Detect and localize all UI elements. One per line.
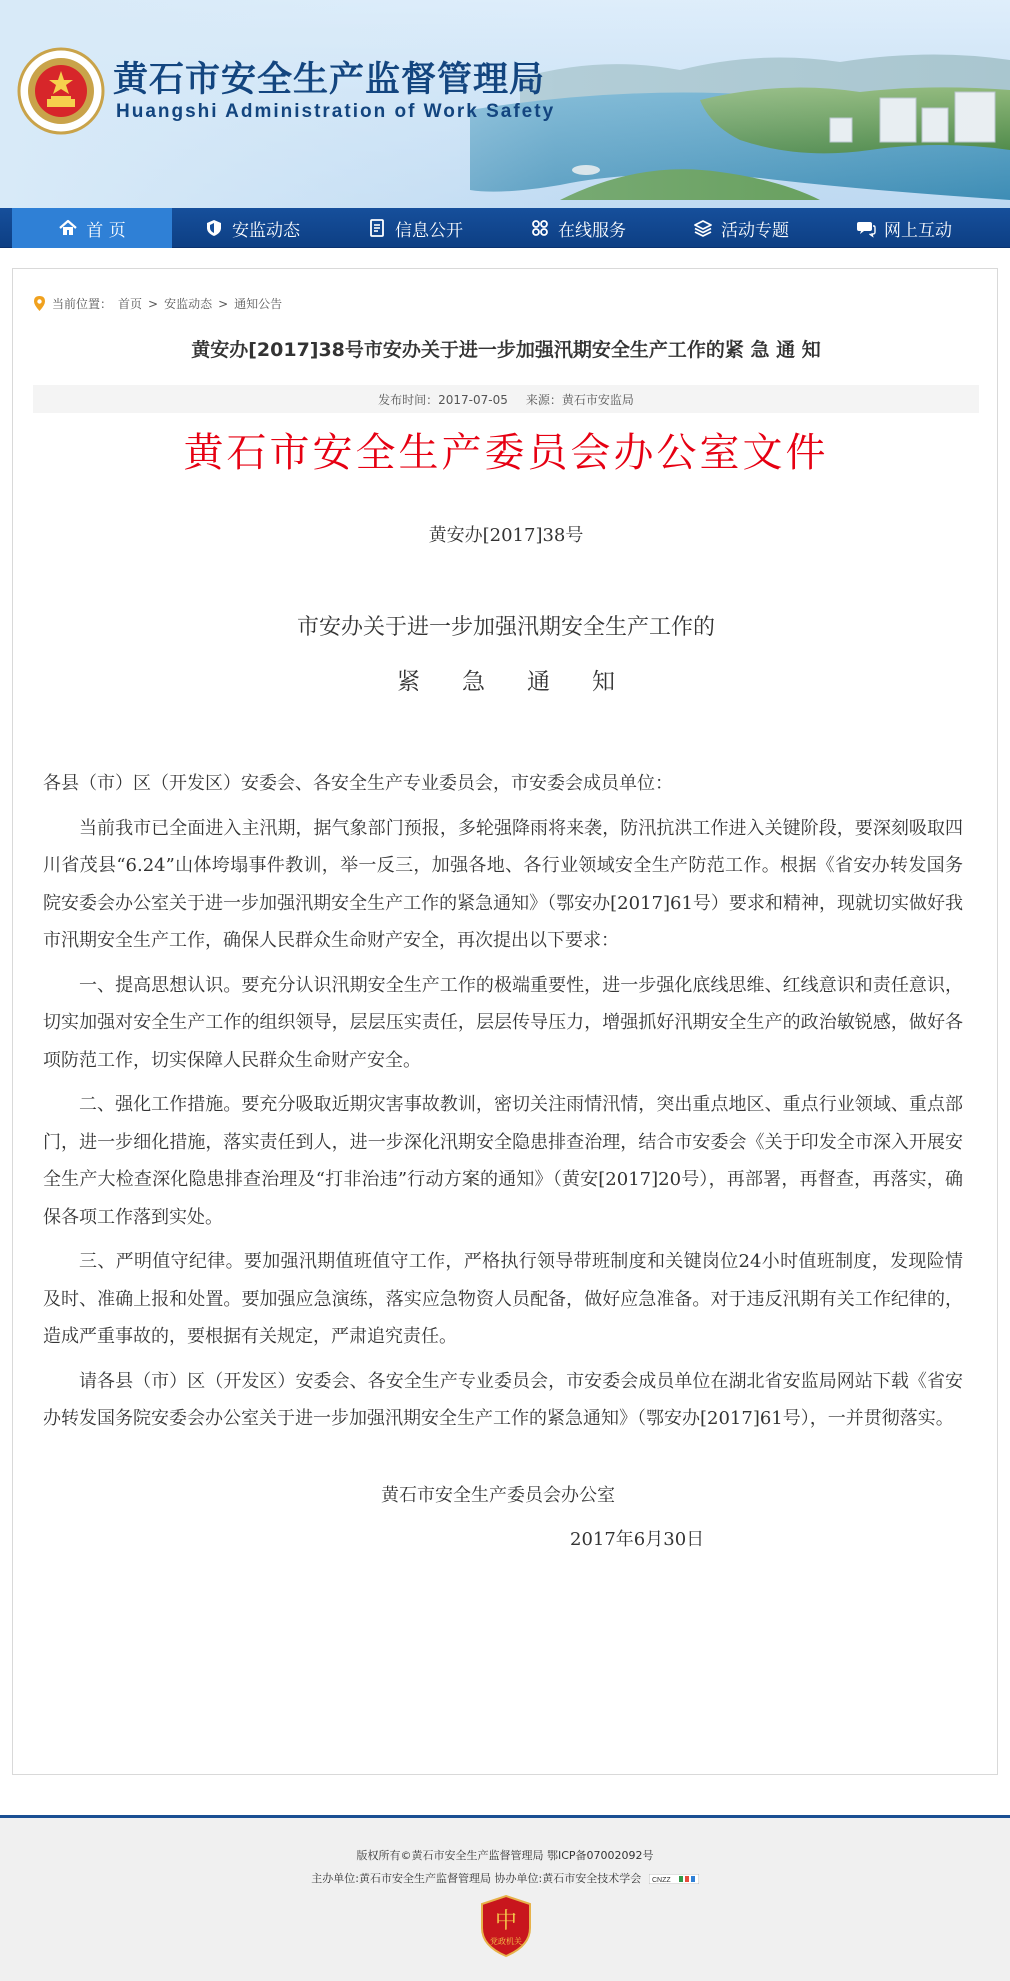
body-paragraph: 请各县（市）区（开发区）安委会、各安全生产专业委员会，市安委会成员单位在湖北省安监局网站下载《省安办转发国务院安委会办公室关于进一步加强汛期安全生产工作的紧急通知》（鄂安办[2017]61号），一并贯彻落实。 [43, 1370, 963, 1429]
body-paragraph: 二、强化工作措施。要充分吸取近期灾害事故教训，密切关注雨情汛情，突出重点地区、重点行业领域、重点部门，进一步细化措施，落实责任到人，进一步深化汛期安全隐患排查治理，结合市安委会《关于印发全市深入开展安全生产大检查深化隐患排查治理及“打非治违”行动方案的通知》（黄安[2017]20号），再部署，再督查，再落实，确保各项工作落到实处。 [43, 1094, 963, 1228]
publish-time: 发布时间：2017-07-05 [378, 392, 508, 407]
breadcrumb-link-news[interactable]: 安监动态 [164, 297, 213, 311]
cnzz-badge-text: CNZZ [651, 1877, 671, 1884]
cnzz-stats-badge[interactable] [649, 1874, 699, 1884]
site-title-cn: 黄石市安全生产监督管理局 [113, 60, 546, 100]
national-emblem-logo [17, 47, 105, 135]
body-paragraph: 当前我市已全面进入主汛期，据气象部门预报，多轮强降雨将来袭，防汛抗洪工作进入关键阶段，要深刻吸取四川省茂县“6.24”山体垮塌事件教训，举一反三，加强各地、各行业领域安全生产防范工作。根据《省安办转发国务院安委会办公室关于进一步加强汛期安全生产工作的紧急通知》（鄂安办[2017]61号）要求和精神，现就切实做好我市汛期安全生产工作，确保人民群众生命财产安全，再次提出以下要求： [43, 817, 963, 951]
grid-icon [530, 218, 550, 238]
nav-item-label: 首 页 [86, 220, 126, 241]
article-title: 黄安办[2017]38号市安办关于进一步加强汛期安全生产工作的紧 急 通 知 [191, 339, 821, 361]
sponsor-text: 主办单位:黄石市安全生产监督管理局 协办单位:黄石市安全技术学会 [311, 1872, 642, 1885]
nav-item-info[interactable] [335, 208, 495, 248]
layers-icon [693, 218, 713, 238]
copyright-line: 版权所有©黄石市安全生产监督管理局 鄂ICP备07002092号 [356, 1849, 654, 1862]
government-agency-badge[interactable] [478, 1894, 534, 1958]
nav-item-interaction[interactable] [824, 208, 984, 248]
home-icon [58, 218, 78, 238]
signature-organization: 黄石市安全生产委员会办公室 [381, 1485, 615, 1506]
site-footer [0, 1815, 1010, 1981]
nav-item-label: 在线服务 [558, 220, 626, 241]
breadcrumb-link-notices[interactable]: 通知公告 [234, 297, 283, 311]
nav-item-label: 活动专题 [721, 220, 789, 241]
breadcrumb-link-home[interactable]: 首页 [118, 297, 143, 311]
breadcrumb [33, 295, 282, 312]
breadcrumb-separator: > [218, 296, 229, 311]
main-nav [0, 208, 1010, 248]
article-source: 来源：黄石市安监局 [525, 392, 634, 407]
breadcrumb-prefix: 当前位置： [52, 297, 113, 311]
chat-icon [856, 218, 876, 238]
svg-text:中: 中 [494, 1909, 518, 1934]
body-paragraph: 三、严明值守纪律。要加强汛期值班值守工作，严格执行领导带班制度和关键岗位24小时值班制度，发现险情及时、准确上报和处置。要加强应急演练，落实应急物资人员配备，做好应急准备。对于违反汛期有关工作纪律的，造成严重事故的，要根据有关规定，严肃追究责任。 [43, 1251, 963, 1347]
shield-icon [204, 218, 224, 238]
nav-item-news[interactable] [172, 208, 332, 248]
site-title-en: Huangshi Administration of Work Safety [116, 101, 556, 122]
article-meta [33, 385, 979, 413]
breadcrumb-separator: > [148, 296, 159, 311]
nav-item-topics[interactable] [661, 208, 821, 248]
document-body [43, 765, 963, 1438]
document-number: 黄安办[2017]38号 [428, 525, 584, 546]
nav-item-label: 信息公开 [395, 220, 463, 241]
article-container [12, 268, 998, 1775]
notice-subtitle: 紧急通知 [397, 669, 657, 695]
site-header [0, 0, 1010, 208]
sponsor-line [0, 1870, 1010, 1886]
nav-item-home[interactable] [12, 208, 172, 248]
nav-item-service[interactable] [498, 208, 658, 248]
nav-item-label: 安监动态 [232, 220, 300, 241]
gov-badge-label: 党政机关 [490, 1937, 522, 1946]
salutation-paragraph: 各县（市）区（开发区）安委会、各安全生产专业委员会，市安委会成员单位： [43, 773, 673, 794]
nav-item-label: 网上互动 [884, 220, 952, 241]
body-paragraph: 一、提高思想认识。要充分认识汛期安全生产工作的极端重要性，进一步强化底线思维、红线意识和责任意识，切实加强对安全生产工作的组织领导，层层压实责任，层层传导压力，增强抓好汛期安全生产的政治敏锐感，做好各项防范工作，切实保障人民群众生命财产安全。 [43, 974, 963, 1071]
location-pin-icon [33, 296, 46, 311]
document-icon [367, 218, 387, 238]
document-red-header: 黄石市安全生产委员会办公室文件 [183, 430, 829, 476]
signature-date: 2017年6月30日 [570, 1529, 705, 1550]
notice-title: 市安办关于进一步加强汛期安全生产工作的 [296, 615, 715, 640]
